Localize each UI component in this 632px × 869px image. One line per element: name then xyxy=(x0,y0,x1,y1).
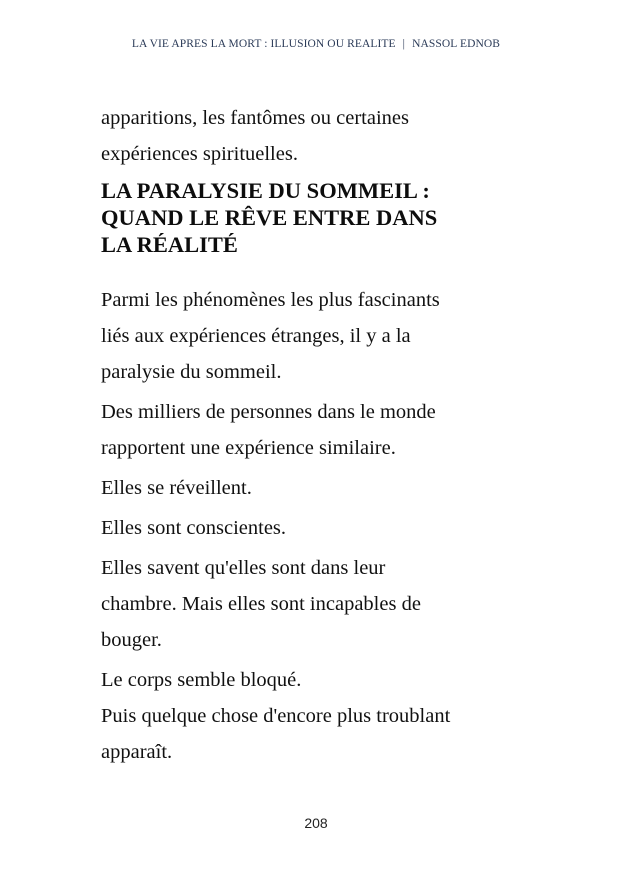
running-header xyxy=(0,38,632,50)
page-body xyxy=(101,100,541,770)
body-paragraph: Elles se réveillent. xyxy=(101,477,252,499)
section-heading: LA PARALYSIE DU SOMMEIL : QUAND LE RÊVE ENTRE DANS LA RÉALITÉ xyxy=(101,178,438,257)
body-paragraph: Des milliers de personnes dans le monde rapportent une expérience similaire. xyxy=(101,401,436,459)
body-paragraph: Parmi les phénomènes les plus fascinants liés aux expériences étranges, il y a la paralysie du sommeil. xyxy=(101,289,440,383)
book-title: LA VIE APRES LA MORT : ILLUSION OU REALITE xyxy=(131,38,396,50)
body-paragraph: Elles savent qu'elles sont dans leur chambre. Mais elles sont incapables de bouger. xyxy=(101,557,421,651)
author-name: NASSOL EDNOB xyxy=(412,38,501,50)
intro-paragraph: apparitions, les fantômes ou certaines expériences spirituelles. xyxy=(101,107,409,165)
body-paragraph: Elles sont conscientes. xyxy=(101,517,287,539)
page-number: 208 xyxy=(304,815,328,831)
header-separator: | xyxy=(402,38,406,50)
body-paragraph: Le corps semble bloqué. Puis quelque chose d'encore plus troublant apparaît. xyxy=(101,669,451,763)
